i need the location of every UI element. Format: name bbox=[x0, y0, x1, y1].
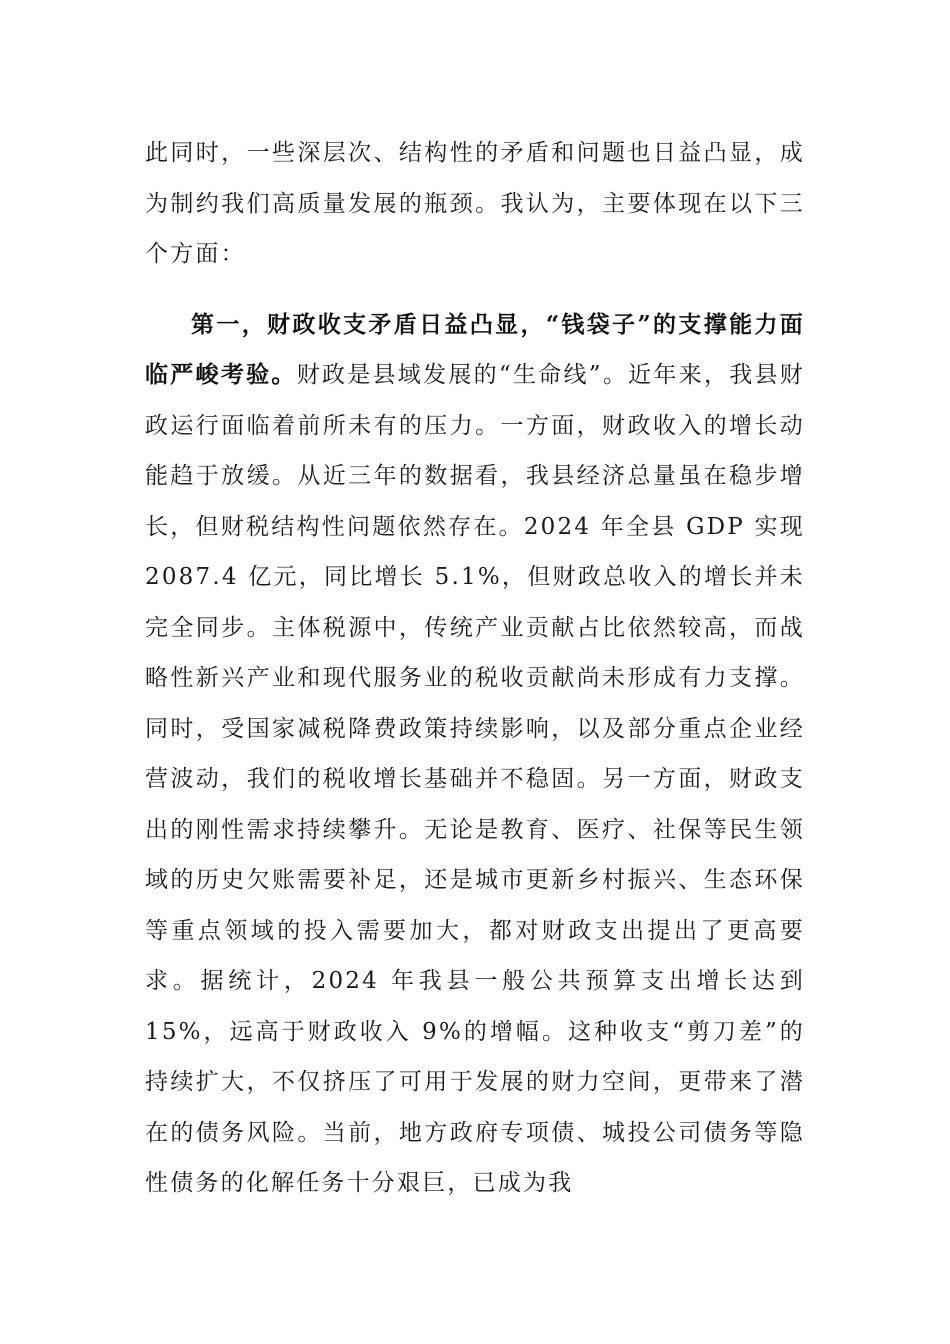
paragraph-fiscal-pressure bbox=[145, 300, 805, 1209]
paragraph-body-text: 财政是县域发展的“生命线”。近年来，我县财政运行面临着前所未有的压力。一方面，财政收入的增长动能趋于放缓。从近三年的数据看，我县经济总量虽在稳步增长，但财税结构性问题依然存在。2024 年全县 GDP 实现 2087.4 亿元，同比增长 5.1%，但财政总收入的增长并未完全同步。主体税源中，传统产业贡献占比依然较高，而战略性新兴产业和现代服务业的税收贡献尚未形成有力支撑。同时，受国家减税降费政策持续影响，以及部分重点企业经营波动，我们的税收增长基础并不稳固。另一方面，财政支出的刚性需求持续攀升。无论是教育、医疗、社保等民生领域的历史欠账需要补足，还是城市更新乡村振兴、生态环保等重点领域的投入需要加大，都对财政支出提出了更高要求。据统计，2024 年我县一般公共预算支出增长达到 15%，远高于财政收入 9%的增幅。这种收支“剪刀差”的持续扩大，不仅挤压了可用于发展的财力空间，更带来了潜在的债务风险。当前，地方政府专项债、城投公司债务等隐性债务的化解任务十分艰巨，已成为我 bbox=[145, 362, 806, 1196]
paragraph-spacer bbox=[145, 280, 805, 300]
document-body bbox=[145, 128, 805, 1209]
paragraph-continuation: 此同时，一些深层次、结构性的矛盾和问题也日益凸显，成为制约我们高质量发展的瓶颈。我认为，主要体现在以下三个方面： bbox=[145, 140, 805, 267]
paragraph-heading-bold: 第一，财政收支矛盾日益凸显，“钱袋子”的支撑能力面临严峻考验。 bbox=[145, 310, 805, 388]
